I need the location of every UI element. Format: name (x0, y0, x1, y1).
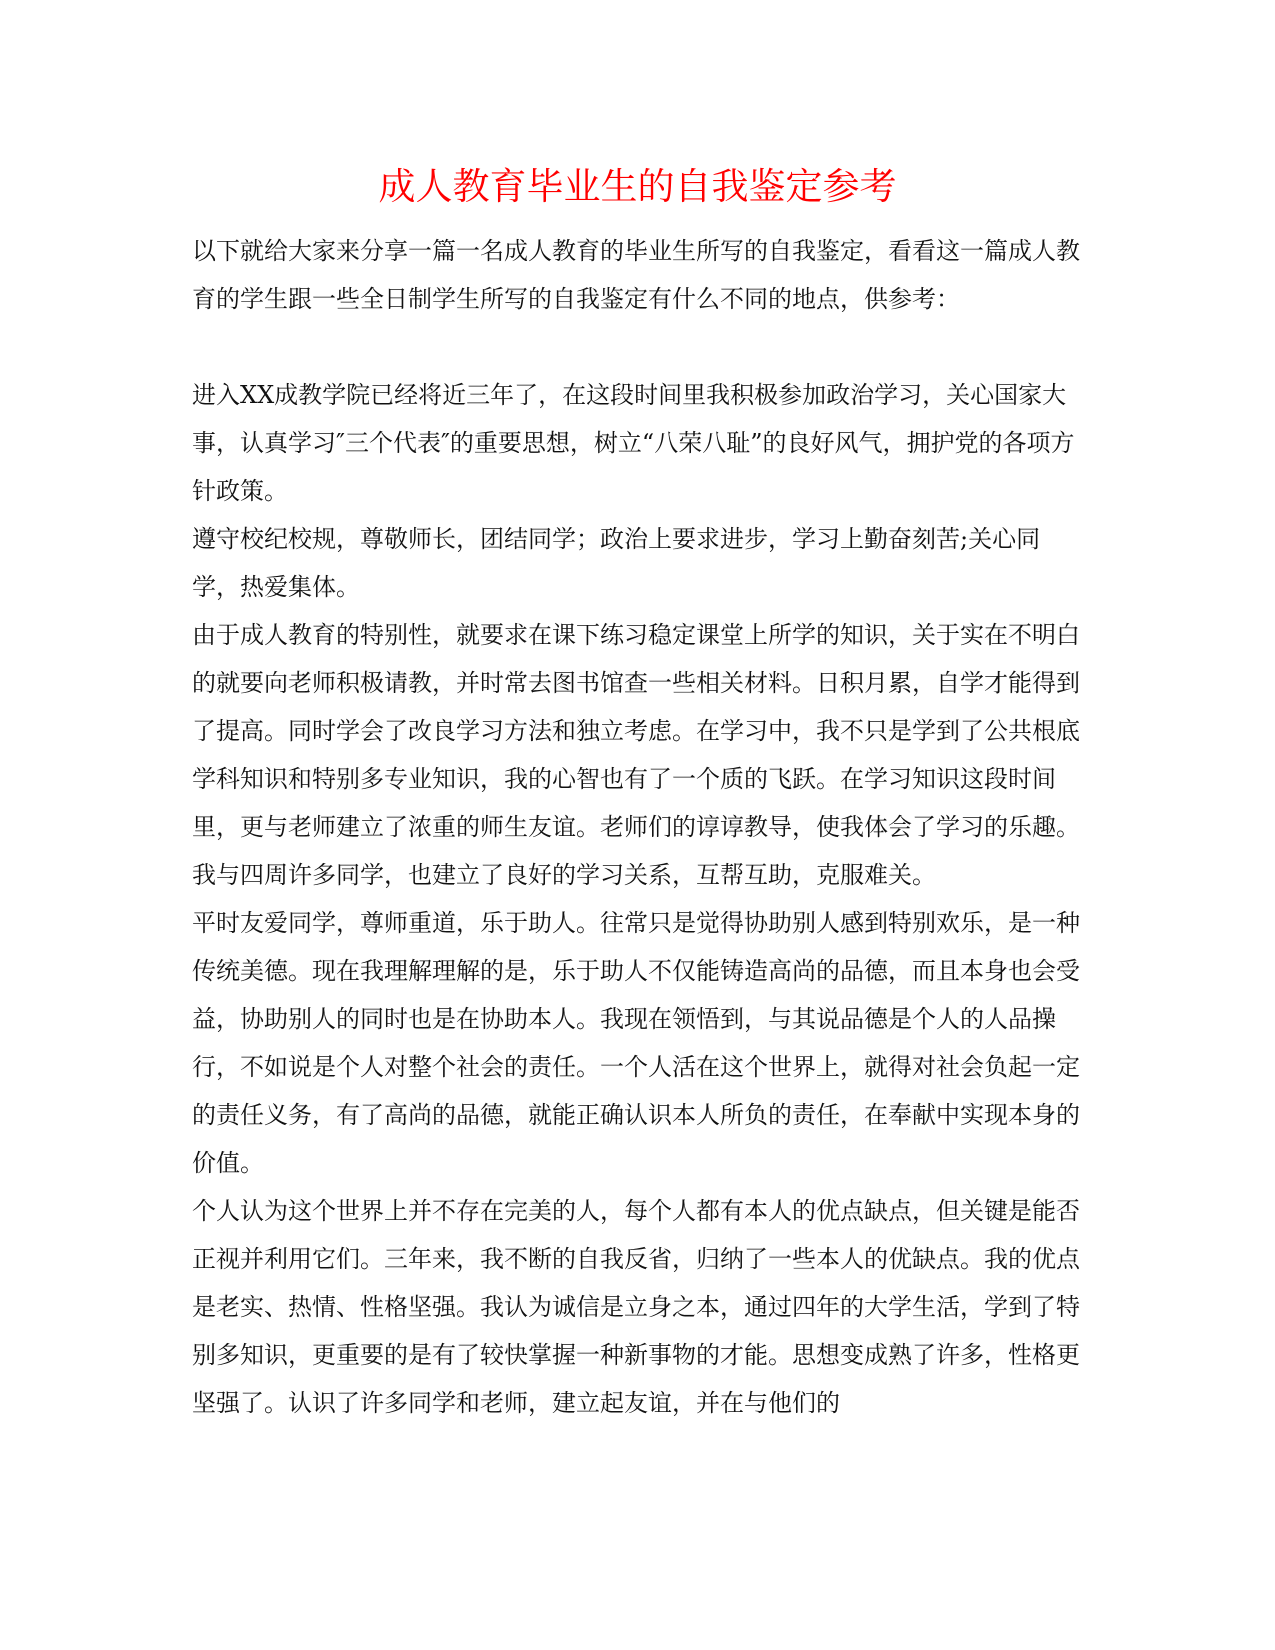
paragraph-enrollment: 进入XX成教学院已经将近三年了，在这段时间里我积极参加政治学习，关心国家大事，认真学习″三个代表″的重要思想，树立“八荣八耻”的良好风气，拥护党的各项方针政策。 (192, 381, 1075, 505)
paragraph-self-reflection: 个人认为这个世界上并不存在完美的人，每个人都有本人的优点缺点，但关键是能否正视并利用它们。三年来，我不断的自我反省，归纳了一些本人的优缺点。我的优点是老实、热情、性格坚强。我认为诚信是立身之本，通过四年的大学生活，学到了特别多知识，更重要的是有了较快掌握一种新事物的才能。思想变成熟了许多，性格更坚强了。认识了许多同学和老师，建立起友谊，并在与他们的 (192, 1197, 1080, 1417)
paragraph-intro: 以下就给大家来分享一篇一名成人教育的毕业生所写的自我鉴定，看看这一篇成人教育的学生跟一些全日制学生所写的自我鉴定有什么不同的地点，供参考： (192, 237, 1080, 313)
paragraph-helping-others: 平时友爱同学，尊师重道，乐于助人。往常只是觉得协助别人感到特别欢乐，是一种传统美德。现在我理解理解的是，乐于助人不仅能铸造高尚的品德，而且本身也会受益，协助别人的同时也是在协助本人。我现在领悟到，与其说品德是个人的人品操行，不如说是个人对整个社会的责任。一个人活在这个世界上，就得对社会负起一定的责任义务，有了高尚的品德，就能正确认识本人所负的责任，在奉献中实现本身的价值。 (192, 909, 1080, 1177)
paragraph-discipline: 遵守校纪校规，尊敬师长，团结同学；政治上要求进步，学习上勤奋刻苦;关心同学，热爱集体。 (192, 525, 1041, 601)
paragraph-spacer (192, 323, 1080, 371)
paragraph-study: 由于成人教育的特别性，就要求在课下练习稳定课堂上所学的知识，关于实在不明白的就要向老师积极请教，并时常去图书馆查一些相关材料。日积月累，自学才能得到了提高。同时学会了改良学习方法和独立考虑。在学习中，我不只是学到了公共根底学科知识和特别多专业知识，我的心智也有了一个质的飞跃。在学习知识这段时间里，更与老师建立了浓重的师生友谊。老师们的谆谆教导，使我体会了学习的乐趣。我与四周许多同学，也建立了良好的学习关系，互帮互助，克服难关。 (192, 621, 1080, 889)
document-title: 成人教育毕业生的自我鉴定参考 (378, 165, 897, 208)
document-body (192, 227, 1080, 1427)
